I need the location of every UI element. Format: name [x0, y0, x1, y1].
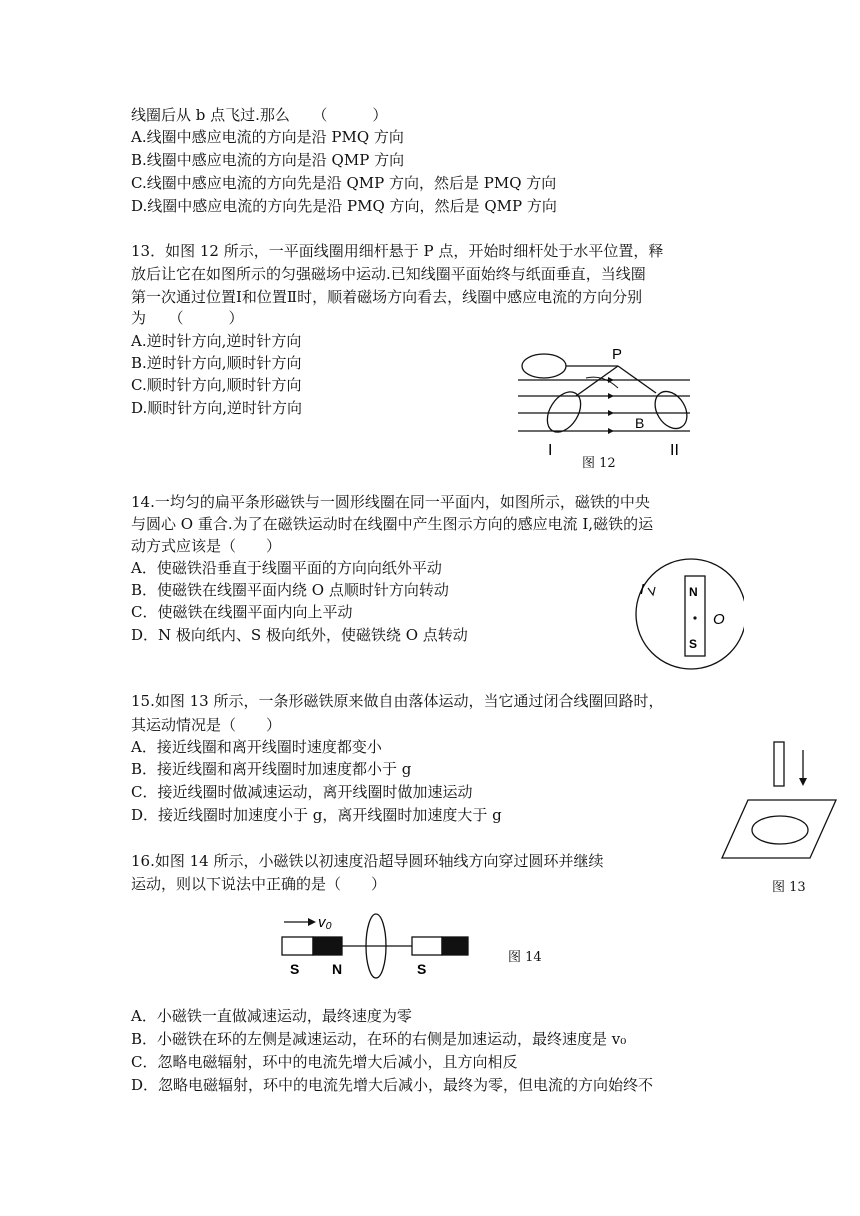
label-velocity: v₀: [318, 914, 332, 931]
q15-option-b: B．接近线圈和离开线圈时加速度都小于 g: [131, 760, 412, 778]
q12-option-a: A.线圈中感应电流的方向是沿 PMQ 方向: [131, 128, 404, 146]
figure-14-caption: 图 14: [508, 950, 542, 965]
figure-12: [508, 338, 708, 468]
magnet-right-n: [442, 937, 468, 955]
velocity-arrow-icon: [308, 918, 316, 926]
label-current-i: I: [640, 581, 645, 598]
q12-option-d: D.线圈中感应电流的方向先是沿 PMQ 方向，然后是 QMP 方向: [131, 197, 557, 215]
q14-option-d: D．N 极向纸内、S 极向纸外，使磁铁绕 O 点转动: [131, 626, 468, 644]
q14-stem-line: 动方式应该是（ ）: [131, 537, 282, 555]
q15-stem-line: 15.如图 13 所示，一条形磁铁原来做自由落体运动，当它通过闭合线圈回路时，: [131, 692, 664, 710]
label-p: P: [612, 346, 623, 363]
q14-option-a: A．使磁铁沿垂直于线圈平面的方向向纸外平动: [131, 559, 442, 577]
q16-option-a: A．小磁铁一直做减速运动，最终速度为零: [131, 1007, 412, 1025]
label-s: S: [689, 637, 698, 651]
q12-stem-cont: 线圈后从 b 点飞过.那么 （ ）: [131, 106, 388, 124]
figure-12-caption: 图 12: [582, 456, 616, 471]
coil-horizontal: [522, 354, 566, 378]
q13-option-c: C.顺时针方向,顺时针方向: [131, 376, 302, 394]
label-position-1: I: [548, 442, 553, 459]
q13-stem-line: 为 （ ）: [131, 309, 244, 327]
label-b: B: [635, 415, 645, 431]
q16-option-b: B．小磁铁在环的左侧是减速运动，在环的右侧是加速运动，最终速度是 v₀: [131, 1030, 627, 1048]
figure-13-caption: 图 13: [772, 880, 806, 895]
q13-option-a: A.逆时针方向,逆时针方向: [131, 332, 302, 350]
figure-14: [278, 908, 478, 982]
q15-option-c: C．接近线圈时做减速运动，离开线圈时做加速运动: [131, 783, 473, 801]
field-arrow-icon: [608, 410, 614, 416]
figure-q14: [634, 548, 744, 682]
figure-13: [718, 738, 844, 864]
q15-option-a: A．接近线圈和离开线圈时速度都变小: [131, 738, 382, 756]
center-point: [693, 616, 696, 619]
label-s-right: S: [417, 961, 427, 977]
q14-option-b: B．使磁铁在线圈平面内绕 O 点顺时针方向转动: [131, 581, 449, 599]
q15-stem-line: 其运动情况是（ ）: [131, 716, 282, 734]
label-o: O: [713, 611, 725, 628]
q13-option-d: D.顺时针方向,逆时针方向: [131, 399, 303, 417]
q12-option-c: C.线圈中感应电流的方向先是沿 QMP 方向，然后是 PMQ 方向: [131, 174, 557, 192]
swing-arc: [586, 377, 618, 388]
magnet-left-n: [313, 937, 342, 955]
magnet-right-s: [412, 937, 442, 955]
field-arrow-icon: [608, 428, 614, 434]
magnet-left-s: [282, 937, 313, 955]
q16-stem-line: 运动，则以下说法中正确的是（ ）: [131, 875, 387, 893]
q13-option-b: B.逆时针方向,顺时针方向: [131, 354, 302, 372]
field-arrow-icon: [608, 393, 614, 399]
q13-stem-line: 13．如图 12 所示，一平面线圈用细杆悬于 P 点，开始时细杆处于水平位置，释: [131, 242, 664, 260]
label-s-left: S: [290, 961, 300, 977]
closed-coil: [752, 816, 808, 844]
q16-option-c: C．忽略电磁辐射，环中的电流先增大后减小，且方向相反: [131, 1053, 518, 1071]
down-arrow-icon: [799, 778, 807, 786]
q15-option-d: D．接近线圈时加速度小于 g，离开线圈时加速度大于 g: [131, 806, 502, 824]
current-arrow-icon: [648, 587, 655, 595]
label-position-2: II: [670, 442, 679, 459]
q14-stem-line: 14.一均匀的扁平条形磁铁与一圆形线圈在同一平面内，如图所示，磁铁的中央: [131, 493, 650, 511]
label-n: N: [689, 585, 698, 599]
q14-option-c: C．使磁铁在线圈平面内向上平动: [131, 603, 353, 621]
coil-position-1: [540, 386, 587, 438]
q13-stem-line: 第一次通过位置Ⅰ和位置Ⅱ时，顺着磁场方向看去，线圈中感应电流的方向分别: [131, 288, 643, 306]
q14-stem-line: 与圆心 O 重合.为了在磁铁运动时在线圈中产生图示方向的感应电流 I,磁铁的运: [131, 515, 654, 533]
label-n-left: N: [332, 961, 343, 977]
plane: [722, 800, 836, 858]
q16-option-d: D．忽略电磁辐射，环中的电流先增大后减小，最终为零，但电流的方向始终不: [131, 1076, 654, 1094]
q16-stem-line: 16.如图 14 所示，小磁铁以初速度沿超导圆环轴线方向穿过圆环并继续: [131, 852, 604, 870]
q13-stem-line: 放后让它在如图所示的匀强磁场中运动.已知线圈平面始终与纸面垂直，当线圈: [131, 265, 646, 283]
falling-magnet: [774, 742, 784, 786]
q12-option-b: B.线圈中感应电流的方向是沿 QMP 方向: [131, 151, 405, 169]
